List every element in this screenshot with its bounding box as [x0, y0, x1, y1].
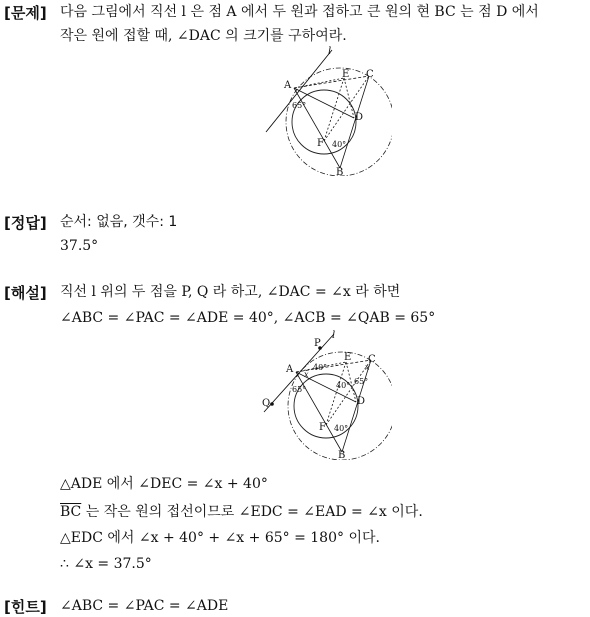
fig2-angle-65-a: 65°: [292, 385, 307, 394]
solution-label: [해설]: [4, 284, 47, 302]
fig2-label-a: A: [286, 364, 294, 375]
fig2-label-e: E: [344, 352, 352, 363]
fig1-label-c: C: [366, 69, 374, 80]
problem-text-line1: 다음 그림에서 직선 l 은 점 A 에서 두 원과 접하고 큰 원의 현 BC 는 점 D 에서: [60, 4, 539, 20]
fig2-label-c: C: [368, 354, 376, 365]
fig1-label-e: E: [342, 69, 350, 80]
fig2-label-q: Q: [262, 398, 271, 409]
solution-line5: △EDC 에서 ∠x + 40° + ∠x + 65° = 180° 이다.: [60, 530, 380, 546]
solution-line6: ∴ ∠x = 37.5°: [60, 556, 152, 572]
problem-text-line2: 작은 원에 접할 때, ∠DAC 의 크기를 구하여라.: [60, 28, 347, 44]
solution-line3: △ADE 에서 ∠DEC = ∠x + 40°: [60, 476, 268, 492]
answer-line2: 37.5°: [60, 238, 99, 254]
answer-label: [정답]: [4, 214, 47, 232]
fig2-label-p: P: [314, 338, 321, 349]
fig1-label-a: A: [284, 80, 292, 91]
segment-bc: $\overline{BC}$: [60, 504, 82, 520]
solution-figure: [256, 330, 392, 460]
fig2-angle-65-c: 65°: [354, 377, 369, 386]
fig2-label-b: B: [338, 450, 346, 460]
problem-label: [문제]: [4, 4, 47, 22]
fig1-label-d: D: [355, 112, 364, 123]
fig1-label-l: l: [328, 46, 332, 57]
fig2-label-l: l: [332, 330, 336, 341]
problem-figure: [262, 44, 392, 176]
solution-line2: ∠ABC = ∠PAC = ∠ADE = 40°, ∠ACB = ∠QAB = 65°: [60, 310, 436, 326]
fig2-angle-x-c: x: [365, 363, 370, 372]
hint-label: [힌트]: [4, 598, 47, 616]
fig1-label-f: F: [317, 138, 324, 149]
fig1-angle-40: 40°: [332, 140, 347, 149]
fig1-label-b: B: [336, 167, 344, 176]
fig2-angle-40-top: 40°: [313, 363, 328, 372]
fig2-angle-40-f: 40°: [334, 424, 349, 433]
hint-line1: ∠ABC = ∠PAC = ∠ADE: [60, 598, 229, 614]
fig2-angle-x-a: x: [304, 370, 309, 379]
solution-line4: [60, 502, 423, 522]
fig2-angle-40-d: 40°: [336, 381, 351, 390]
fig1-angle-65: 65°: [292, 101, 307, 110]
fig2-label-d: D: [357, 396, 366, 407]
solution-line4-rest: 는 작은 원의 접선이므로 ∠EDC = ∠EAD = ∠x 이다.: [81, 504, 423, 520]
solution-line1: 직선 l 위의 두 점을 P, Q 라 하고, ∠DAC = ∠x 라 하면: [60, 284, 401, 300]
fig2-label-f: F: [319, 422, 326, 433]
answer-line1: 순서: 없음, 갯수: 1: [60, 214, 178, 230]
